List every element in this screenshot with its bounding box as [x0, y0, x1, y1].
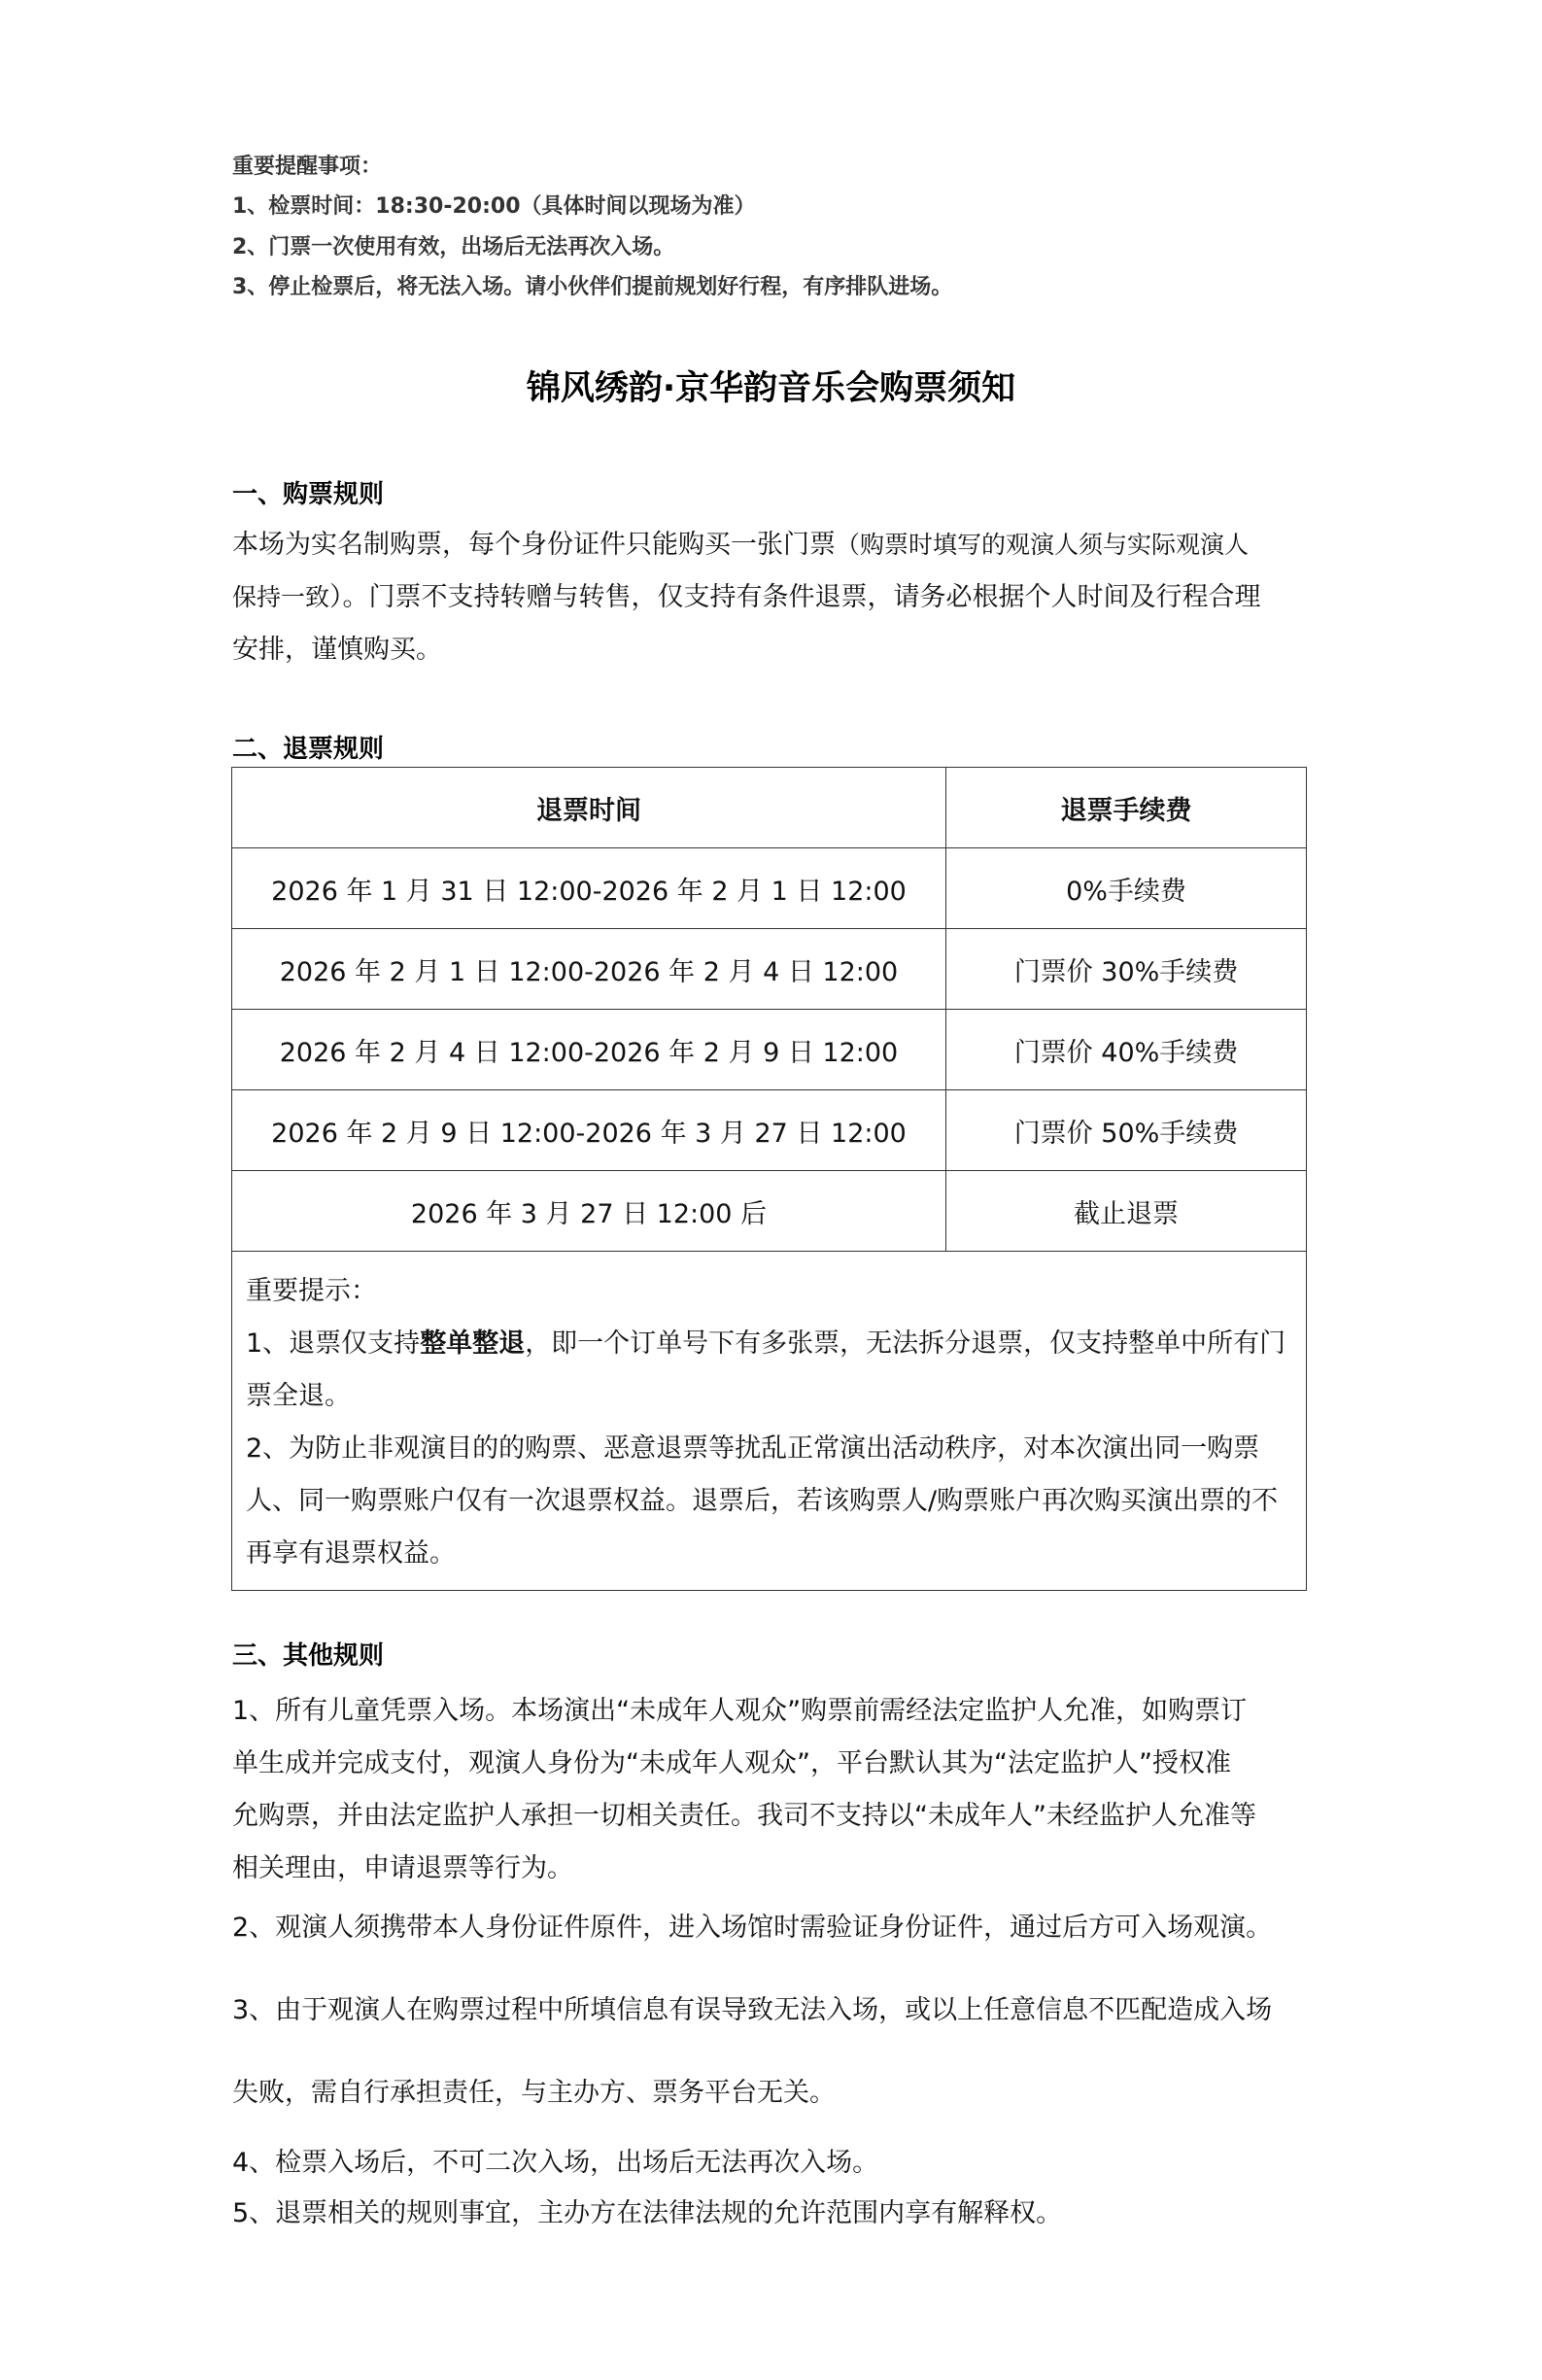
- other-rule-line: 1、所有儿童凭票入场。本场演出“未成年人观众”购票前需经法定监护人允准，如购票订: [232, 1696, 1248, 1726]
- table-row: [232, 929, 1307, 1010]
- refund-fee-cell: 0%手续费: [946, 848, 1307, 929]
- other-rule-line: 失败，需自行承担责任，与主办方、票务平台无关。: [232, 2078, 836, 2108]
- note-text: 1、退票仅支持: [246, 1328, 421, 1359]
- section-heading-purchase: 一、购票规则: [232, 480, 385, 509]
- refund-note-2: 2、为防止非观演目的的购票、恶意退票等扰乱正常演出活动秩序，对本次演出同一购票人、同一购票账户仅有一次退票权益。退票后，若该购票人/购票账户再次购买演出票的不再享有退票权益。: [246, 1433, 1279, 1569]
- purchase-rule-line: 安排，谨慎购买。: [232, 635, 442, 665]
- reminder-heading: 重要提醒事项：: [232, 155, 383, 179]
- purchase-rule-line: [232, 523, 1249, 561]
- refund-fee-cell: 截止退票: [946, 1171, 1307, 1252]
- reminder-item: 2、门票一次使用有效，出场后无法再次入场。: [232, 235, 675, 259]
- refund-fee-cell: 门票价 30%手续费: [946, 929, 1307, 1010]
- purchase-rule-note: （购票时填写的观演人须与实际观演人: [836, 531, 1250, 559]
- refund-time-cell: 2026 年 2 月 1 日 12:00-2026 年 2 月 4 日 12:00: [232, 929, 946, 1010]
- other-rule-line: 单生成并完成支付，观演人身份为“未成年人观众”，平台默认其为“法定监护人”授权准: [232, 1748, 1231, 1778]
- refund-time-cell: 2026 年 2 月 4 日 12:00-2026 年 2 月 9 日 12:00: [232, 1010, 946, 1090]
- reminder-item: 1、检票时间：18:30-20:00（具体时间以现场为准）: [232, 194, 756, 219]
- column-header-time: 退票时间: [232, 768, 946, 848]
- section-heading-refund: 二、退票规则: [232, 735, 385, 764]
- refund-fee-cell: 门票价 40%手续费: [946, 1010, 1307, 1090]
- table-row: [232, 1010, 1307, 1090]
- table-header-row: [232, 768, 1307, 848]
- other-rule-line: 允购票，并由法定监护人承担一切相关责任。我司不支持以“未成年人”未经监护人允准等: [232, 1801, 1256, 1831]
- refund-fee-cell: 门票价 50%手续费: [946, 1090, 1307, 1171]
- other-rule-line: 相关理由，申请退票等行为。: [232, 1853, 573, 1883]
- table-row: [232, 848, 1307, 929]
- other-rule-line: 3、由于观演人在购票过程中所填信息有误导致无法入场，或以上任意信息不匹配造成入场: [232, 1995, 1273, 2025]
- notes-heading: 重要提示：: [246, 1276, 377, 1306]
- refund-time-cell: 2026 年 1 月 31 日 12:00-2026 年 2 月 1 日 12:00: [232, 848, 946, 929]
- table-row: [232, 1171, 1307, 1252]
- refund-notes-cell: [232, 1252, 1307, 1591]
- other-rule-line: 5、退票相关的规则事宜，主办方在法律法规的允许范围内享有解释权。: [232, 2198, 1063, 2228]
- purchase-rule-note: 保持一致: [232, 583, 330, 611]
- other-rule-line: 4、检票入场后，不可二次入场，出场后无法再次入场。: [232, 2148, 879, 2178]
- purchase-rule-line: [232, 575, 1261, 613]
- refund-table: [231, 767, 1307, 1591]
- table-notes-row: [232, 1252, 1307, 1591]
- refund-note-1: [246, 1318, 1292, 1423]
- note-text: ，即一个订单号下有多张票，无法拆分退票，仅支持整单中所有门票全退。: [246, 1328, 1286, 1411]
- purchase-rule-text: ）。门票不支持转赠与转售，仅支持有条件退票，请务必根据个人时间及行程合理: [329, 582, 1261, 612]
- refund-time-cell: 2026 年 3 月 27 日 12:00 后: [232, 1171, 946, 1252]
- table-row: [232, 1090, 1307, 1171]
- column-header-fee: 退票手续费: [946, 768, 1307, 848]
- purchase-rule-text: 本场为实名制购票，每个身份证件只能购买一张门票: [232, 530, 836, 560]
- note-emphasis: 整单整退: [420, 1328, 526, 1359]
- other-rule-line: 2、观演人须携带本人身份证件原件，进入场馆时需验证身份证件，通过后方可入场观演。: [232, 1913, 1273, 1943]
- section-heading-other: 三、其他规则: [232, 1641, 385, 1671]
- page-title: 锦风绣韵·京华韵音乐会购票须知: [526, 369, 1016, 408]
- reminder-item: 3、停止检票后，将无法入场。请小伙伴们提前规划好行程，有序排队进场。: [232, 275, 953, 299]
- refund-time-cell: 2026 年 2 月 9 日 12:00-2026 年 3 月 27 日 12:00: [232, 1090, 946, 1171]
